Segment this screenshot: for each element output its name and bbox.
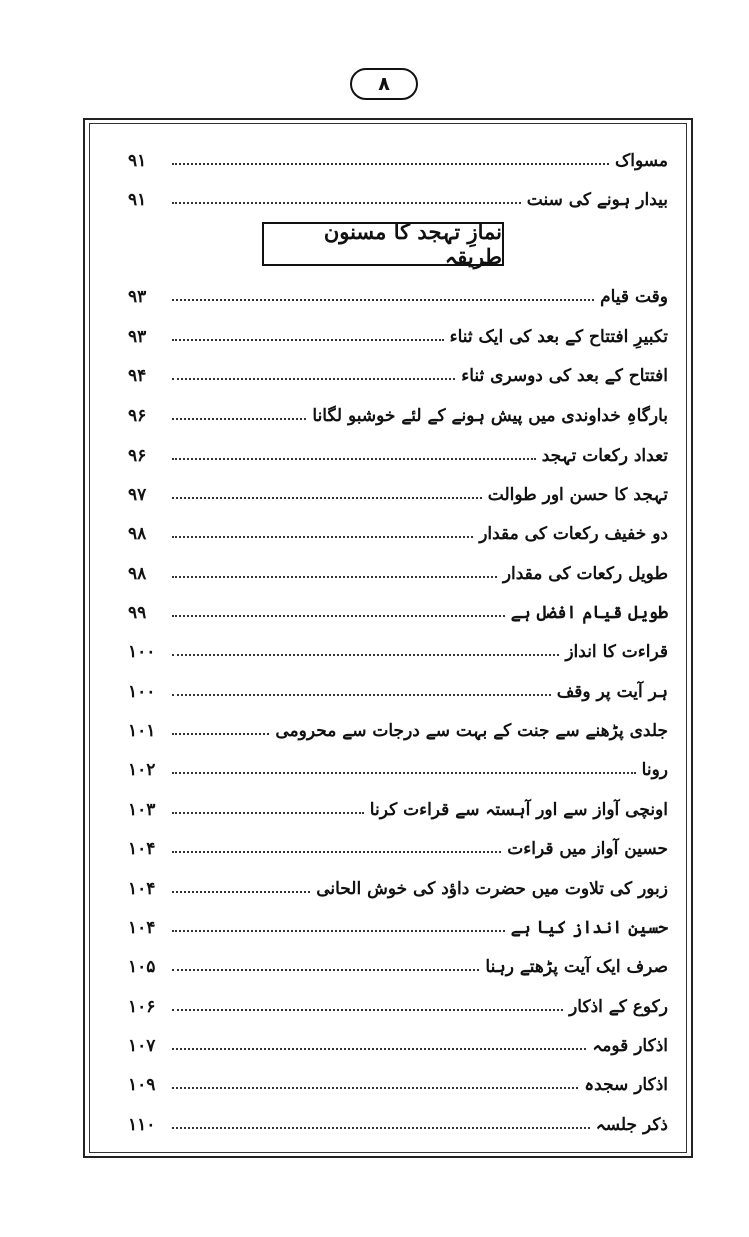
section-heading: نمازِ تہجد کا مسنون طریقہ [262, 222, 504, 266]
toc-entry-page: ۱۰۲ [128, 760, 156, 780]
toc-leader-dots [172, 812, 364, 814]
toc-leader-dots [172, 1009, 563, 1011]
toc-entry[interactable] [128, 789, 668, 819]
toc-entry-page: ۱۰۵ [128, 957, 156, 977]
toc-leader-dots [172, 615, 505, 617]
toc-entry-page: ۹۸ [128, 564, 147, 584]
toc-entry-page: ۹۶ [128, 446, 147, 466]
toc-entry-title: بارگاہِ خداوندی میں پیش ہونے کے لئے خوشبو لگانا [312, 406, 668, 426]
toc-entry-title: دو خفیف رکعات کی مقدار [479, 524, 668, 544]
toc-entry-page: ۱۰۰ [128, 642, 156, 662]
toc-leader-dots [172, 163, 609, 165]
toc-entry-title: زبور کی تلاوت میں حضرت داؤد کی خوش الحانی [316, 879, 668, 899]
toc-entry[interactable] [128, 553, 668, 583]
toc-entry-title: تعداد رکعات تہجد [541, 446, 668, 466]
toc-entry-title: جلدی پڑھنے سے جنت کے بہت سے درجات سے محرومی [275, 721, 668, 741]
toc-leader-dots [172, 202, 521, 204]
page-number: ۸ [350, 68, 418, 100]
toc-entry-title: حسین انداز کیا ہے [510, 918, 668, 938]
toc-leader-dots [172, 694, 551, 696]
toc-entry[interactable] [128, 276, 668, 306]
toc-leader-dots [172, 1087, 578, 1089]
toc-entry-title: صرف ایک آیت پڑھتے رہنا [485, 957, 668, 977]
toc-leader-dots [172, 1127, 590, 1129]
toc-entry-page: ۱۰۴ [128, 839, 156, 859]
toc-entry-title: قراءت کا انداز [565, 642, 668, 662]
toc-entry-page: ۹۱ [128, 151, 147, 171]
toc-entry-title: رکوع کے اذکار [569, 997, 668, 1017]
toc-leader-dots [172, 930, 505, 932]
toc-entry-page: ۹۶ [128, 406, 147, 426]
toc-entry-page: ۱۰۰ [128, 682, 156, 702]
toc-entry-title: تکبیرِ افتتاح کے بعد کی ایک ثناء [449, 327, 668, 347]
toc-entry-title: حسین آواز میں قراءت [507, 839, 668, 859]
toc-entry[interactable] [128, 1064, 668, 1094]
toc-leader-dots [172, 1048, 586, 1050]
toc-entry-page: ۱۰۴ [128, 918, 156, 938]
toc-entry-page: ۱۰۴ [128, 879, 156, 899]
toc-entry-page: ۹۳ [128, 327, 147, 347]
toc-entry-title: رونا [641, 760, 668, 780]
toc-entry[interactable] [128, 474, 668, 504]
toc-entry[interactable] [128, 395, 668, 425]
toc-entry[interactable] [128, 907, 668, 937]
toc-leader-dots [172, 851, 501, 853]
toc-entry-page: ۱۰۷ [128, 1036, 156, 1056]
toc-entry[interactable] [128, 592, 668, 622]
toc-entry[interactable] [128, 1104, 668, 1134]
toc-leader-dots [172, 654, 559, 656]
toc-leader-dots [172, 378, 455, 380]
toc-leader-dots [172, 339, 444, 341]
toc-entry[interactable] [128, 749, 668, 779]
toc-entry-page: ۹۴ [128, 366, 147, 386]
toc-entry-page: ۹۱ [128, 190, 147, 210]
toc-entry-title: اونچی آواز سے اور آہستہ سے قراءت کرنا [369, 800, 668, 820]
toc-entry[interactable] [128, 179, 668, 209]
toc-entry[interactable] [128, 435, 668, 465]
toc-entry[interactable] [128, 316, 668, 346]
toc-leader-dots [172, 299, 594, 301]
toc-leader-dots [172, 891, 310, 893]
toc-entry-title: وقت قیام [600, 287, 668, 307]
toc-entry-page: ۱۰۶ [128, 997, 156, 1017]
toc-entry[interactable] [128, 355, 668, 385]
toc-entry[interactable] [128, 710, 668, 740]
toc-entry-title: مسواک [615, 151, 668, 171]
toc-leader-dots [172, 733, 269, 735]
toc-leader-dots [172, 458, 536, 460]
toc-leader-dots [172, 418, 306, 420]
toc-entry[interactable] [128, 671, 668, 701]
toc-entry-title: اذکار قومہ [592, 1036, 668, 1056]
toc-entry-title: ذکر جلسہ [595, 1115, 668, 1135]
toc-entry-title: طویل قیام افضل ہے [510, 603, 668, 623]
toc-entry-page: ۹۸ [128, 524, 147, 544]
toc-entry-page: ۱۰۳ [128, 800, 156, 820]
toc-entry-page: ۹۷ [128, 485, 147, 505]
toc-entry-page: ۱۰۱ [128, 721, 156, 741]
toc-leader-dots [172, 969, 479, 971]
toc-leader-dots [172, 497, 482, 499]
toc-entry-title: طویل رکعات کی مقدار [502, 564, 668, 584]
toc-entry-page: ۱۰۹ [128, 1075, 156, 1095]
toc-entry-title: افتتاح کے بعد کی دوسری ثناء [461, 366, 668, 386]
toc-leader-dots [172, 772, 636, 774]
toc-entry[interactable] [128, 140, 668, 170]
toc-entry-title: ہر آیت پر وقف [556, 682, 668, 702]
toc-entry-page: ۱۱۰ [128, 1115, 156, 1135]
toc-entry[interactable] [128, 513, 668, 543]
toc-entry-page: ۹۳ [128, 287, 147, 307]
toc-entry[interactable] [128, 986, 668, 1016]
toc-entry-title: تہجد کا حسن اور طوالت [487, 485, 668, 505]
toc-entry[interactable] [128, 828, 668, 858]
toc-leader-dots [172, 536, 473, 538]
toc-entry[interactable] [128, 868, 668, 898]
toc-entry[interactable] [128, 631, 668, 661]
toc-leader-dots [172, 576, 497, 578]
toc-entry[interactable] [128, 946, 668, 976]
toc-entry-title: بیدار ہونے کی سنت [526, 190, 668, 210]
toc-entry-title: اذکار سجدہ [584, 1075, 668, 1095]
toc-entry-page: ۹۹ [128, 603, 147, 623]
toc-entry[interactable] [128, 1025, 668, 1055]
